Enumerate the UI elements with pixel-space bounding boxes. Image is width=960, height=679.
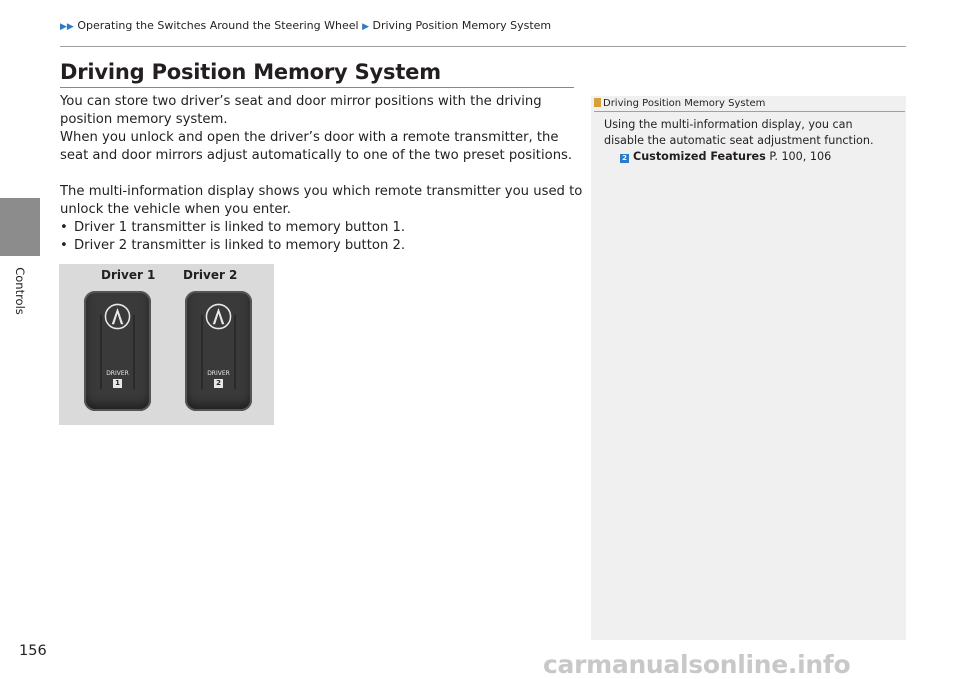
header-divider	[60, 46, 906, 47]
paragraph: When you unlock and open the driver’s door with a remote transmitter, the seat and door mirrors adjust automatically to one of the two preset positions.	[60, 130, 573, 163]
breadcrumb-item-1[interactable]: Operating the Switches Around the Steering Wheel	[77, 19, 359, 32]
figure-label-driver-1: Driver 1	[101, 268, 156, 282]
figure-label-driver-2: Driver 2	[183, 268, 238, 282]
side-note	[591, 96, 906, 640]
transmitter-figure	[59, 264, 274, 425]
watermark: carmanualsonline.info	[543, 650, 851, 679]
note-body	[604, 117, 894, 165]
bullet-item: • Driver 2 transmitter is linked to memory button 2.	[60, 237, 585, 255]
remote-transmitter-2	[185, 291, 252, 411]
breadcrumb-arrow-icon: ▶	[362, 22, 369, 32]
page-number: 156	[19, 643, 47, 659]
note-divider	[594, 111, 905, 112]
note-text: Using the multi-information display, you can disable the automatic seat adjustment function.	[604, 118, 874, 147]
title-divider	[60, 87, 574, 88]
acura-logo-icon	[104, 303, 131, 330]
note-title: Driving Position Memory System	[594, 98, 765, 109]
fob-driver-text: DRIVER	[106, 370, 129, 377]
xref-pages: P. 100, 106	[769, 150, 832, 163]
breadcrumb-arrow-icon: ▶▶	[60, 22, 74, 32]
xref-label[interactable]: Customized Features	[633, 150, 766, 163]
section-tab	[0, 198, 40, 256]
fob-driver-text: DRIVER	[207, 370, 230, 377]
remote-transmitter-1	[84, 291, 151, 411]
section-label: Controls	[13, 267, 27, 315]
reference-arrow-icon: 2	[620, 154, 629, 163]
bullet-item: • Driver 1 transmitter is linked to memory button 1.	[60, 219, 585, 237]
breadcrumb	[60, 19, 551, 32]
acura-logo-icon	[205, 303, 232, 330]
main-body	[60, 93, 585, 255]
cross-reference-link[interactable]	[604, 149, 894, 165]
fob-number-badge: 2	[214, 379, 223, 388]
paragraph: The multi-information display shows you which remote transmitter you used to unlock the vehicle when you enter.	[60, 184, 583, 217]
breadcrumb-item-2: Driving Position Memory System	[372, 19, 552, 32]
note-icon	[594, 98, 601, 107]
page-title: Driving Position Memory System	[60, 60, 441, 84]
fob-number-badge: 1	[113, 379, 122, 388]
paragraph: You can store two driver’s seat and door mirror positions with the driving position memory system.	[60, 94, 542, 127]
